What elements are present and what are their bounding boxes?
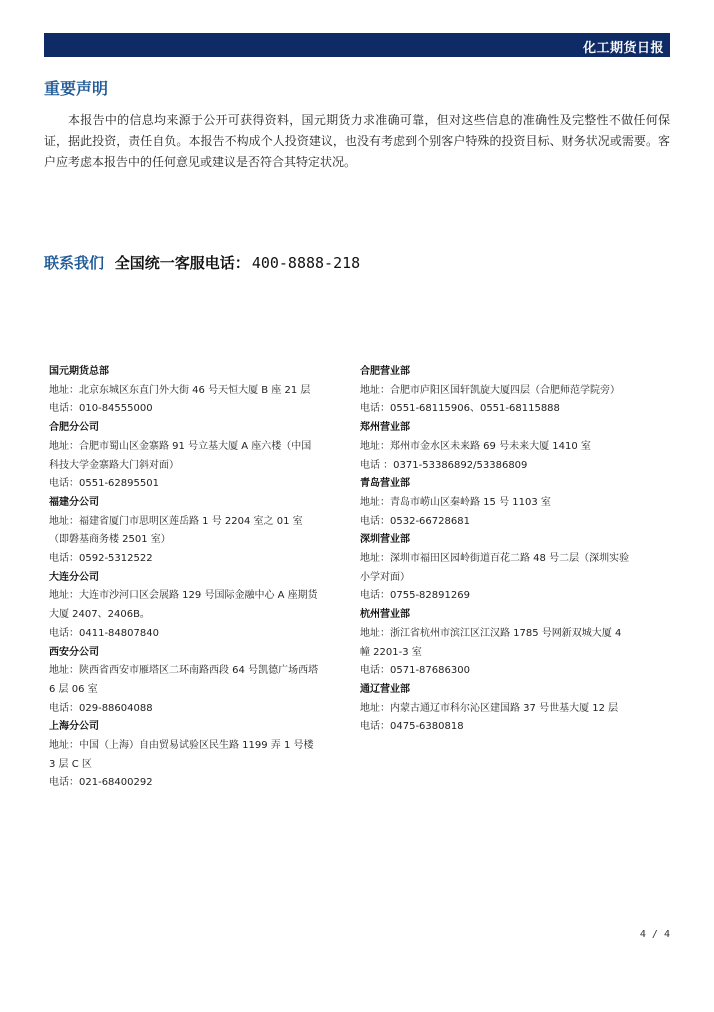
page-number: 4 / 4 bbox=[639, 929, 670, 940]
office-address: 地址：郑州市金水区未来路 69 号未来大厦 1410 室 bbox=[360, 440, 591, 452]
offices-left-column bbox=[49, 363, 321, 793]
office-address: 地址：合肥市蜀山区金寨路 91 号立基大厦 A 座六楼（中国科技大学金寨路大门斜对面） bbox=[49, 440, 312, 471]
office-name: 大连分公司 bbox=[49, 571, 99, 583]
office-block bbox=[360, 363, 632, 419]
office-name: 上海分公司 bbox=[49, 721, 99, 733]
office-phone: 电话：0411-84807840 bbox=[49, 627, 159, 639]
office-block bbox=[49, 718, 321, 793]
contact-line bbox=[44, 252, 360, 273]
office-block bbox=[360, 681, 632, 737]
office-block bbox=[360, 606, 632, 681]
office-name: 通辽营业部 bbox=[360, 683, 410, 695]
office-block bbox=[360, 419, 632, 475]
office-address: 地址：北京东城区东直门外大街 46 号天恒大厦 B 座 21 层 bbox=[49, 384, 311, 396]
office-phone: 电话：010-84555000 bbox=[49, 403, 153, 415]
office-name: 郑州营业部 bbox=[360, 422, 410, 434]
office-address: 地址：陕西省西安市雁塔区二环南路西段 64 号凯德广场西塔 6 层 06 室 bbox=[49, 665, 319, 695]
offices-right-column bbox=[360, 363, 632, 737]
hotline-label: 全国统一客服电话： bbox=[114, 254, 250, 272]
office-address: 地址：福建省厦门市思明区莲岳路 1 号 2204 室之 01 室（即磐基商务楼 2501 室） bbox=[49, 515, 303, 546]
office-phone: 电话：0551-62895501 bbox=[49, 478, 159, 490]
office-phone: 电话：0571-87686300 bbox=[360, 665, 470, 677]
office-name: 国元期货总部 bbox=[49, 366, 109, 377]
disclaimer-body: 本报告中的信息均来源于公开可获得资料，国元期货力求准确可靠，但对这些信息的准确性及完整性不做任何保证，据此投资，责任自负。本报告不构成个人投资建议，也没有考虑到个别客户特殊的投资目标、财务状况或需要。客户应考虑本报告中的任何意见或建议是否符合其特定状况。 bbox=[44, 113, 670, 169]
office-block bbox=[49, 644, 321, 719]
office-block bbox=[49, 569, 321, 644]
office-phone: 电话：0592-5312522 bbox=[49, 553, 153, 565]
office-phone: 电话：021-68400292 bbox=[49, 777, 153, 789]
office-phone: 电话：0532-66728681 bbox=[360, 515, 470, 527]
office-address: 地址：内蒙古通辽市科尔沁区建国路 37 号世基大厦 12 层 bbox=[360, 702, 619, 714]
office-address: 地址：深圳市福田区园岭街道百花二路 48 号二层（深圳实验小学对面） bbox=[360, 553, 630, 583]
office-address: 地址：大连市沙河口区会展路 129 号国际金融中心 A 座期货大厦 2407、2406B。 bbox=[49, 590, 318, 621]
office-name: 合肥营业部 bbox=[360, 366, 410, 377]
disclaimer-title: 重要声明 bbox=[44, 79, 109, 98]
report-title: 化工期货日报 bbox=[582, 41, 664, 56]
office-phone: 电话：029-88604088 bbox=[49, 702, 153, 714]
header-bar bbox=[44, 33, 670, 57]
office-address: 地址：青岛市崂山区秦岭路 15 号 1103 室 bbox=[360, 496, 551, 508]
office-block bbox=[49, 494, 321, 569]
office-block bbox=[360, 531, 632, 606]
office-phone: 电话：0475-6380818 bbox=[360, 721, 464, 733]
contact-label: 联系我们 bbox=[44, 254, 105, 272]
office-name: 杭州营业部 bbox=[360, 609, 410, 621]
office-address: 地址：合肥市庐阳区国轩凯旋大厦四层（合肥师范学院旁） bbox=[360, 384, 620, 396]
office-block bbox=[49, 419, 321, 494]
hotline-number: 400-8888-218 bbox=[251, 254, 361, 272]
office-name: 合肥分公司 bbox=[49, 422, 99, 434]
office-block bbox=[49, 363, 321, 419]
office-name: 青岛营业部 bbox=[360, 478, 410, 490]
office-address: 地址：中国（上海）自由贸易试验区民生路 1199 弄 1 号楼 3 层 C 区 bbox=[49, 740, 314, 770]
office-phone: 电话：0755-82891269 bbox=[360, 590, 470, 602]
office-address: 地址：浙江省杭州市滨江区江汉路 1785 号网新双城大厦 4 幢 2201-3 室 bbox=[360, 627, 622, 658]
office-phone: 电话：0551-68115906、0551-68115888 bbox=[360, 403, 560, 415]
office-name: 福建分公司 bbox=[49, 496, 99, 508]
office-phone: 电话 ：0371-53386892/53386809 bbox=[360, 459, 528, 471]
office-name: 深圳营业部 bbox=[360, 534, 410, 546]
office-name: 西安分公司 bbox=[49, 646, 99, 658]
office-block bbox=[360, 475, 632, 531]
